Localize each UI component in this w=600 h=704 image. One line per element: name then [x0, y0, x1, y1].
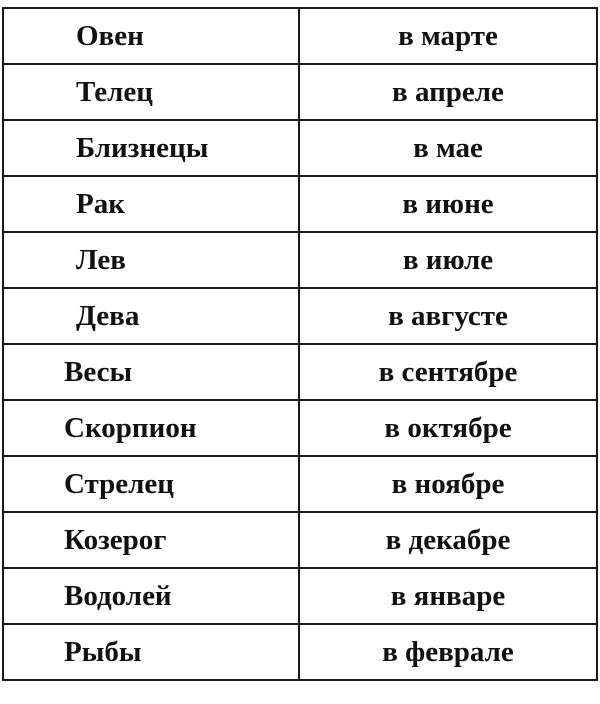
table-body — [3, 8, 597, 680]
month-cell: в январе — [299, 568, 597, 624]
month-cell: в апреле — [299, 64, 597, 120]
month-cell: в ноябре — [299, 456, 597, 512]
zodiac-sign-cell: Водолей — [3, 568, 299, 624]
zodiac-month-table — [2, 7, 598, 681]
zodiac-sign-cell: Рыбы — [3, 624, 299, 680]
table-row — [3, 568, 597, 624]
zodiac-sign-cell: Телец — [3, 64, 299, 120]
month-cell: в мае — [299, 120, 597, 176]
zodiac-sign-cell: Рак — [3, 176, 299, 232]
month-cell: в марте — [299, 8, 597, 64]
table-row — [3, 400, 597, 456]
zodiac-sign-cell: Козерог — [3, 512, 299, 568]
table-row — [3, 456, 597, 512]
table-row — [3, 512, 597, 568]
table-row — [3, 232, 597, 288]
table-row — [3, 8, 597, 64]
zodiac-sign-cell: Овен — [3, 8, 299, 64]
month-cell: в феврале — [299, 624, 597, 680]
zodiac-sign-cell: Стрелец — [3, 456, 299, 512]
zodiac-sign-cell: Скорпион — [3, 400, 299, 456]
zodiac-sign-cell: Близнецы — [3, 120, 299, 176]
month-cell: в августе — [299, 288, 597, 344]
month-cell: в октябре — [299, 400, 597, 456]
table-row — [3, 624, 597, 680]
table-row — [3, 64, 597, 120]
table-row — [3, 120, 597, 176]
month-cell: в декабре — [299, 512, 597, 568]
month-cell: в сентябре — [299, 344, 597, 400]
table-row — [3, 344, 597, 400]
zodiac-sign-cell: Лев — [3, 232, 299, 288]
month-cell: в июне — [299, 176, 597, 232]
month-cell: в июле — [299, 232, 597, 288]
table-row — [3, 176, 597, 232]
table-row — [3, 288, 597, 344]
zodiac-sign-cell: Дева — [3, 288, 299, 344]
zodiac-sign-cell: Весы — [3, 344, 299, 400]
